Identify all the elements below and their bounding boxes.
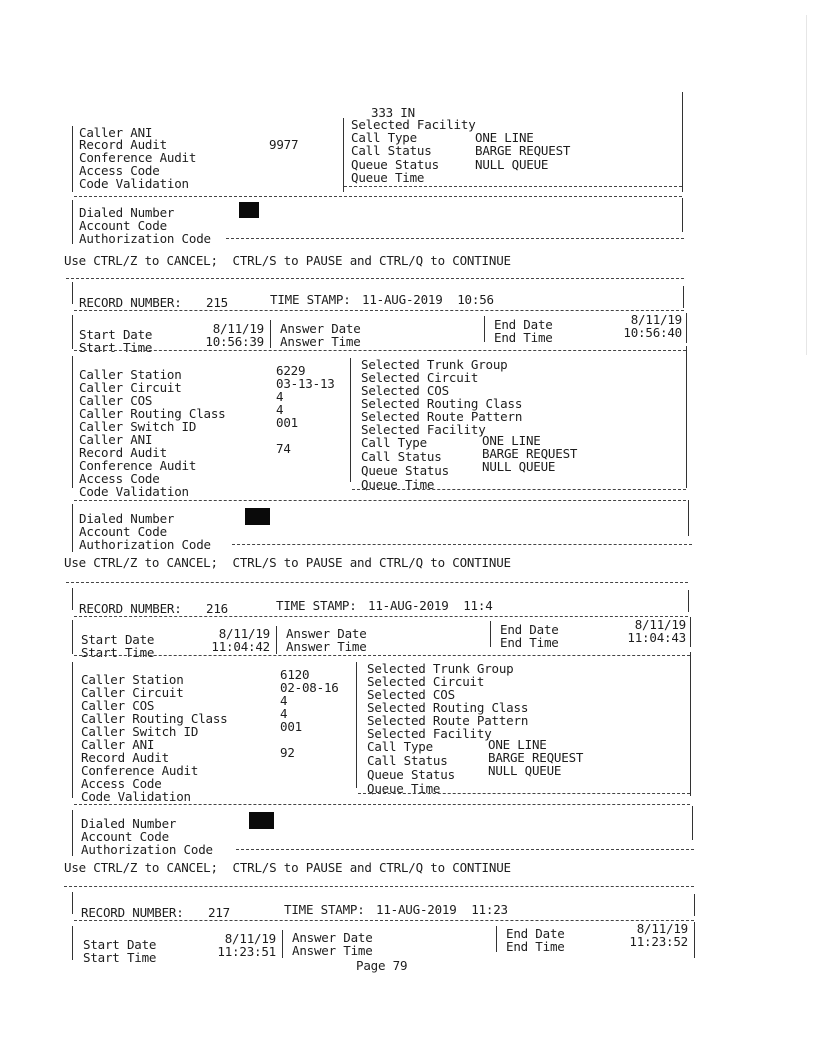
field-value: 9977 xyxy=(269,137,299,152)
left-border xyxy=(72,504,73,552)
control-prompt: Use CTRL/Z to CANCEL; CTRL/S to PAUSE and CTRL/Q to CONTINUE xyxy=(64,253,511,268)
column-divider xyxy=(484,316,485,342)
field-value: 4 xyxy=(276,389,284,404)
field-label: Selected Routing Class xyxy=(367,700,529,715)
record-number-value: 215 xyxy=(206,295,228,310)
time-stamp-label: TIME STAMP: xyxy=(270,292,351,307)
start-time-value: 10:56:39 xyxy=(205,334,264,349)
divider-line xyxy=(344,186,682,187)
column-divider xyxy=(496,926,497,952)
field-label: Code Validation xyxy=(79,176,189,191)
field-label: Selected Circuit xyxy=(361,370,479,385)
column-divider xyxy=(270,320,271,348)
field-label: Record Audit xyxy=(79,445,167,460)
divider-line xyxy=(74,196,682,197)
column-divider xyxy=(350,358,351,482)
start-time-label: Start Time xyxy=(83,950,157,965)
record-number-value: 217 xyxy=(208,905,230,920)
start-time-label: Start Time xyxy=(79,340,153,355)
field-label: Queue Time xyxy=(351,170,425,185)
field-label: Conference Audit xyxy=(79,150,197,165)
record-number-label: RECORD NUMBER: xyxy=(79,295,182,310)
field-label: Call Type xyxy=(361,435,427,450)
divider-line xyxy=(66,582,688,583)
field-label: Authorization Code xyxy=(79,537,211,552)
field-label: Caller ANI xyxy=(79,125,153,140)
field-value: ONE LINE xyxy=(482,433,541,448)
redaction-box xyxy=(239,202,259,218)
start-date-label: Start Date xyxy=(79,327,153,342)
field-label: Code Validation xyxy=(81,789,191,804)
field-label: Caller Circuit xyxy=(79,380,182,395)
field-label: Authorization Code xyxy=(79,231,211,246)
field-label: Call Status xyxy=(367,753,448,768)
right-border xyxy=(682,92,683,192)
field-value: ONE LINE xyxy=(488,737,547,752)
field-label: Caller Switch ID xyxy=(79,419,197,434)
control-prompt: Use CTRL/Z to CANCEL; CTRL/S to PAUSE and CTRL/Q to CONTINUE xyxy=(64,860,511,875)
control-prompt: Use CTRL/Z to CANCEL; CTRL/S to PAUSE and CTRL/Q to CONTINUE xyxy=(64,555,511,570)
start-time-label: Start Time xyxy=(81,645,155,660)
answer-date-label: Answer Date xyxy=(292,930,373,945)
divider-line xyxy=(232,544,692,545)
end-time-label: End Time xyxy=(494,330,553,345)
field-label: Access Code xyxy=(79,163,160,178)
field-label: Selected Facility xyxy=(361,422,486,437)
field-value: 4 xyxy=(280,706,288,721)
page-edge-shadow xyxy=(806,15,807,355)
field-label: Caller Routing Class xyxy=(81,711,228,726)
left-border xyxy=(72,282,73,304)
field-label: Caller ANI xyxy=(81,737,155,752)
start-date-label: Start Date xyxy=(81,632,155,647)
left-border xyxy=(72,356,73,488)
field-value: BARGE REQUEST xyxy=(475,143,571,158)
right-border xyxy=(682,198,683,232)
field-label: Selected COS xyxy=(367,687,455,702)
divider-line xyxy=(74,500,686,501)
column-divider xyxy=(490,621,491,647)
field-value: BARGE REQUEST xyxy=(488,750,584,765)
right-border xyxy=(690,617,691,647)
end-time-value: 11:23:52 xyxy=(629,934,688,949)
facility-value: 333 IN xyxy=(371,105,415,120)
right-border xyxy=(690,652,691,796)
field-label: Caller Routing Class xyxy=(79,406,226,421)
column-divider xyxy=(343,118,344,192)
answer-date-label: Answer Date xyxy=(286,626,367,641)
field-label: Access Code xyxy=(79,471,160,486)
field-label: Selected Routing Class xyxy=(361,396,523,411)
field-label: Caller ANI xyxy=(79,432,153,447)
end-date-label: End Date xyxy=(506,926,565,941)
end-time-value: 10:56:40 xyxy=(623,325,682,340)
field-value: 6120 xyxy=(280,667,310,682)
field-value: 03-13-13 xyxy=(276,376,335,391)
time-stamp-value: 11-AUG-2019 11:4 xyxy=(368,598,493,613)
field-label: Caller COS xyxy=(81,698,155,713)
field-label: Selected Trunk Group xyxy=(361,357,508,372)
field-label: Record Audit xyxy=(81,750,169,765)
divider-line xyxy=(74,804,690,805)
field-label: Queue Status xyxy=(351,157,439,172)
right-border xyxy=(694,922,695,958)
field-label: Call Type xyxy=(367,739,433,754)
field-label: Dialed Number xyxy=(79,205,175,220)
field-label: Queue Status xyxy=(367,767,455,782)
field-value: NULL QUEUE xyxy=(475,157,549,172)
left-border xyxy=(72,315,73,349)
field-label: Call Status xyxy=(361,449,442,464)
column-divider xyxy=(356,662,357,788)
field-label: Selected Circuit xyxy=(367,674,485,689)
left-border xyxy=(72,200,73,244)
left-border xyxy=(72,588,73,610)
time-stamp-label: TIME STAMP: xyxy=(276,598,357,613)
end-date-value: 8/11/19 xyxy=(636,921,688,936)
answer-date-label: Answer Date xyxy=(280,321,361,336)
time-stamp-value: 11-AUG-2019 10:56 xyxy=(362,292,494,307)
right-border xyxy=(692,806,693,840)
redaction-box xyxy=(249,812,274,829)
divider-line xyxy=(64,886,694,887)
divider-line xyxy=(74,310,684,311)
left-border xyxy=(72,810,73,856)
field-label: Account Code xyxy=(79,524,167,539)
answer-time-label: Answer Time xyxy=(286,639,367,654)
divider-line xyxy=(74,616,688,617)
divider-line xyxy=(358,793,690,794)
field-value: 4 xyxy=(276,402,284,417)
field-label: Queue Status xyxy=(361,463,449,478)
field-label: Selected Trunk Group xyxy=(367,661,514,676)
divider-line xyxy=(74,350,686,351)
field-label: Caller Switch ID xyxy=(81,724,199,739)
right-border xyxy=(683,286,684,308)
field-label: Selected COS xyxy=(361,383,449,398)
left-border xyxy=(72,662,73,798)
divider-line xyxy=(352,489,686,490)
field-label: Caller Station xyxy=(81,672,184,687)
right-border xyxy=(688,590,689,612)
field-label: Account Code xyxy=(79,218,167,233)
field-value: 02-08-16 xyxy=(280,680,339,695)
column-divider xyxy=(282,930,283,958)
answer-time-label: Answer Time xyxy=(292,943,373,958)
field-value: NULL QUEUE xyxy=(488,763,562,778)
field-label: Selected Route Pattern xyxy=(361,409,523,424)
field-value: 001 xyxy=(280,719,302,734)
field-value: 74 xyxy=(276,441,291,456)
field-value: NULL QUEUE xyxy=(482,459,556,474)
field-label: Dialed Number xyxy=(79,511,175,526)
field-label: Account Code xyxy=(81,829,169,844)
end-date-value: 8/11/19 xyxy=(630,312,682,327)
record-number-label: RECORD NUMBER: xyxy=(81,905,184,920)
end-date-label: End Date xyxy=(500,622,559,637)
field-label: Selected Facility xyxy=(351,117,476,132)
end-date-label: End Date xyxy=(494,317,553,332)
field-value: BARGE REQUEST xyxy=(482,446,578,461)
field-value: 6229 xyxy=(276,363,306,378)
field-label: Call Type xyxy=(351,130,417,145)
right-border xyxy=(686,313,687,343)
field-label: Record Audit xyxy=(79,137,167,152)
right-border xyxy=(686,346,687,488)
field-label: Authorization Code xyxy=(81,842,213,857)
page-number: Page 79 xyxy=(356,958,408,973)
end-time-label: End Time xyxy=(506,939,565,954)
field-label: Code Validation xyxy=(79,484,189,499)
field-label: Selected Facility xyxy=(367,726,492,741)
field-label: Access Code xyxy=(81,776,162,791)
start-date-value: 8/11/19 xyxy=(212,321,264,336)
start-time-value: 11:04:42 xyxy=(211,639,270,654)
start-date-value: 8/11/19 xyxy=(218,626,270,641)
end-time-value: 11:04:43 xyxy=(627,630,686,645)
time-stamp-value: 11-AUG-2019 11:23 xyxy=(376,902,508,917)
time-stamp-label: TIME STAMP: xyxy=(284,902,365,917)
left-border xyxy=(72,620,73,654)
divider-line xyxy=(236,849,694,850)
start-time-value: 11:23:51 xyxy=(217,944,276,959)
column-divider xyxy=(276,626,277,654)
record-number-value: 216 xyxy=(206,601,228,616)
field-label: Conference Audit xyxy=(79,458,197,473)
right-border xyxy=(694,894,695,916)
field-label: Dialed Number xyxy=(81,816,177,831)
divider-line xyxy=(66,278,684,279)
field-label: Call Status xyxy=(351,143,432,158)
left-border xyxy=(72,892,73,914)
field-label: Caller Circuit xyxy=(81,685,184,700)
left-border xyxy=(72,126,73,192)
answer-time-label: Answer Time xyxy=(280,334,361,349)
end-time-label: End Time xyxy=(500,635,559,650)
left-border xyxy=(72,926,73,960)
field-label: Queue Time xyxy=(361,477,435,492)
field-label: Selected Route Pattern xyxy=(367,713,529,728)
right-border xyxy=(688,500,689,536)
divider-line xyxy=(74,655,690,656)
field-value: 001 xyxy=(276,415,298,430)
field-label: Queue Time xyxy=(367,781,441,796)
start-date-value: 8/11/19 xyxy=(224,931,276,946)
divider-line xyxy=(226,238,684,239)
record-number-label: RECORD NUMBER: xyxy=(79,601,182,616)
redaction-box xyxy=(245,508,270,525)
divider-line xyxy=(74,920,694,921)
end-date-value: 8/11/19 xyxy=(634,617,686,632)
field-value: ONE LINE xyxy=(475,130,534,145)
field-value: 4 xyxy=(280,693,288,708)
field-label: Conference Audit xyxy=(81,763,199,778)
field-label: Caller Station xyxy=(79,367,182,382)
field-label: Caller COS xyxy=(79,393,153,408)
start-date-label: Start Date xyxy=(83,937,157,952)
field-value: 92 xyxy=(280,745,295,760)
